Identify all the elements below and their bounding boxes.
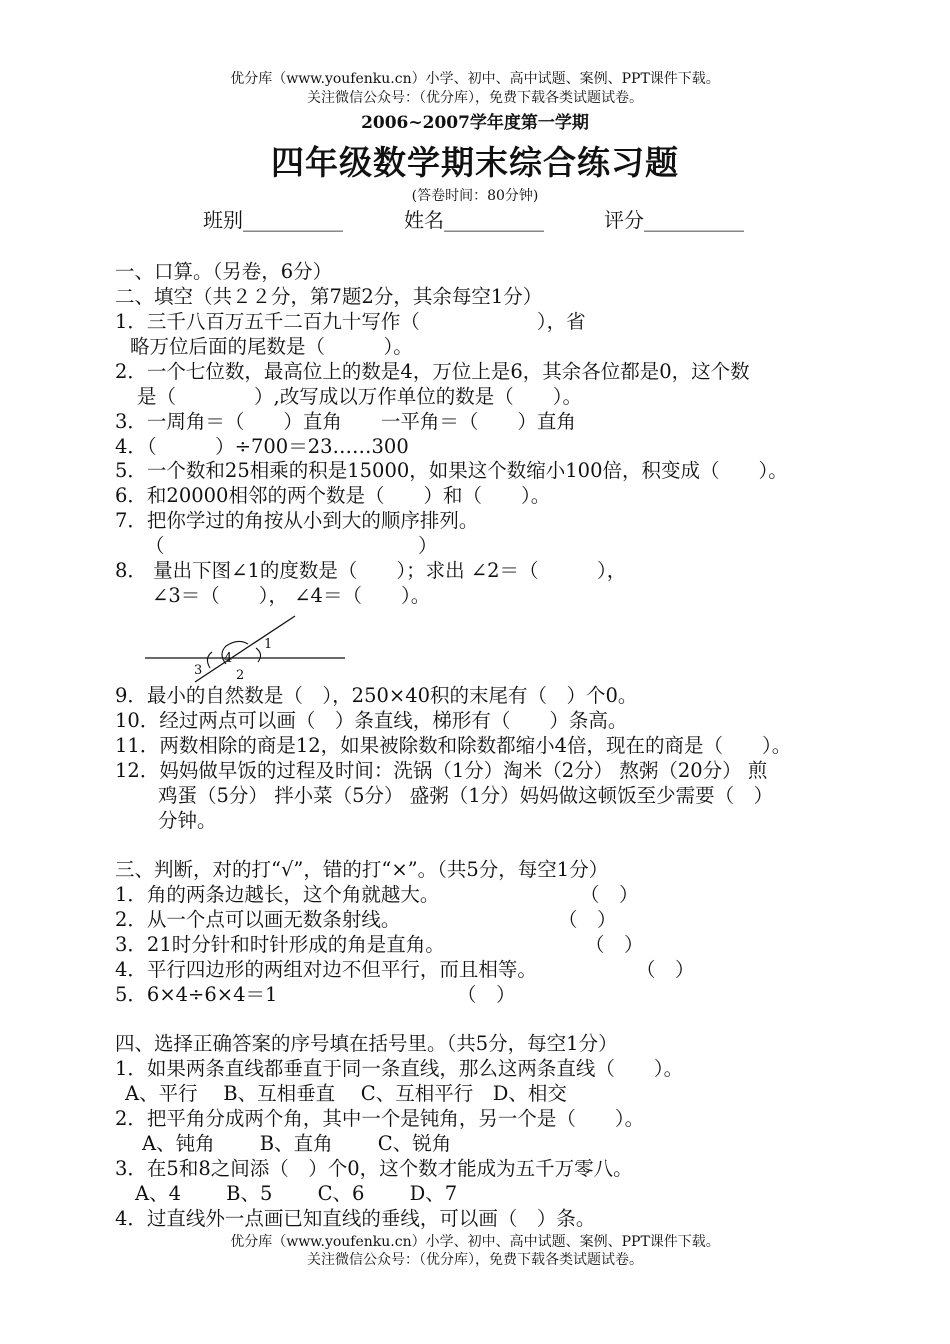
s3-q5-paren: （ ） [457, 983, 516, 1006]
s4-q2-options: A、钝角 B、直角 C、锐角 [142, 1132, 452, 1155]
class-field: 班别__________ [203, 208, 343, 232]
section-3-title: 三、判断，对的打“√”，错的打“×”。（共5分，每空1分） [115, 858, 609, 881]
s4-q2: 2．把平角分成两个角，其中一个是钝角，另一个是（ ）。 [115, 1107, 645, 1130]
s2-q5: 5．一个数和25相乘的积是15000，如果这个数缩小100倍，积变成（ ）。 [115, 459, 788, 482]
s3-q1: 1．角的两条边越长，这个角就越大。 [115, 883, 440, 906]
s4-q1: 1．如果两条直线都垂直于同一条直线，那么这两条直线（ ）。 [115, 1057, 684, 1080]
s4-q3: 3．在5和8之间添（ ）个0，这个数才能成为五千万零八。 [115, 1157, 633, 1180]
s4-q4: 4．过直线外一点画已知直线的垂线，可以画（ ）条。 [115, 1207, 596, 1230]
answer-time: (答卷时间：80分钟) [411, 188, 539, 204]
angle-label-4: 4 [224, 651, 233, 666]
s2-q7-line2: （ ） [145, 534, 438, 557]
s3-q3-paren: （ ） [585, 933, 644, 956]
s2-q8-line1: 8． 量出下图∠1的度数是（ ）；求出 ∠2＝（ ）， [115, 559, 627, 582]
page-title: 四年级数学期末综合练习题 [271, 143, 679, 182]
angle-label-2: 2 [236, 668, 245, 683]
angle-arc-left [207, 652, 212, 668]
s2-q1-line2: 略万位后面的尾数是（ ）。 [130, 335, 413, 358]
section-1-title: 一、口算。（另卷，6分） [115, 260, 333, 283]
s4-q3-options: A、4 B、5 C、6 D、7 [135, 1182, 458, 1205]
footer-line-1: 优分库（www.youfenku.cn）小学、初中、高中试题、案例、PPT课件下载。 [230, 1234, 720, 1250]
s2-q11: 11．两数相除的商是12，如果被除数和除数都缩小4倍，现在的商是（ ）。 [115, 734, 792, 757]
s2-q1-line1: 1．三千八百万五千二百九十写作（ ），省 [115, 310, 586, 333]
s2-q9: 9．最小的自然数是（ ），250×40积的末尾有（ ）个0。 [115, 684, 638, 707]
s3-q3: 3．21时分针和时针形成的角是直角。 [115, 933, 445, 956]
slanted-line [195, 616, 295, 682]
s3-q2: 2．从一个点可以画无数条射线。 [115, 908, 401, 931]
angle-figure [140, 610, 360, 685]
s2-q2-line1: 2．一个七位数，最高位上的数是4，万位上是6，其余各位都是0，这个数 [115, 360, 750, 383]
angle-arc-right [256, 648, 261, 662]
s2-q10: 10．经过两点可以画（ ）条直线，梯形有（ ）条高。 [115, 709, 628, 732]
angle-label-3: 3 [194, 663, 203, 678]
angle-label-1: 1 [264, 637, 273, 652]
s2-q3: 3．一周角＝（ ）直角 一平角＝（ ）直角 [115, 410, 576, 433]
header-line-1: 优分库（www.youfenku.cn）小学、初中、高中试题、案例、PPT课件下载。 [230, 71, 720, 87]
term-heading: 2006~2007学年度第一学期 [361, 113, 589, 133]
s2-q12-line2: 鸡蛋（5分） 拌小菜（5分） 盛粥（1分）妈妈做这顿饭至少需要（ ） [158, 784, 774, 807]
s2-q4: 4．（ ）÷700＝23……300 [115, 435, 409, 458]
section-4-title: 四、选择正确答案的序号填在括号里。（共5分，每空1分） [115, 1032, 618, 1055]
footer-line-2: 关注微信公众号：（优分库），免费下载各类试题试卷。 [307, 1252, 643, 1268]
s3-q5: 5．6×4÷6×4＝1 [115, 983, 278, 1006]
s3-q4: 4．平行四边形的两组对边不但平行，而且相等。 [115, 958, 537, 981]
s3-q1-paren: （ ） [580, 883, 639, 906]
s2-q12-line1: 12．妈妈做早饭的过程及时间：洗锅（1分）淘米（2分） 熬粥（20分） 煎 [115, 759, 768, 782]
score-field: 评分__________ [604, 208, 744, 232]
s2-q7-line1: 7．把你学过的角按从小到大的顺序排列。 [115, 509, 479, 532]
s3-q4-paren: （ ） [636, 958, 695, 981]
s2-q8-line2: ∠3＝（ ）， ∠4＝（ ）。 [152, 584, 431, 607]
s4-q1-options: A、平行 B、互相垂直 C、互相平行 D、相交 [125, 1082, 567, 1105]
section-2-title: 二、填空（共２２分，第7题2分，其余每空1分） [115, 285, 543, 308]
s2-q2-line2: 是（ ）,改写成以万作单位的数是（ ）。 [137, 385, 582, 408]
name-field: 姓名__________ [404, 208, 544, 232]
s3-q2-paren: （ ） [558, 908, 617, 931]
header-line-2: 关注微信公众号：（优分库），免费下载各类试题试卷。 [307, 90, 643, 106]
s2-q12-line3: 分钟。 [158, 809, 217, 832]
s2-q6: 6．和20000相邻的两个数是（ ）和（ ）。 [115, 484, 551, 507]
